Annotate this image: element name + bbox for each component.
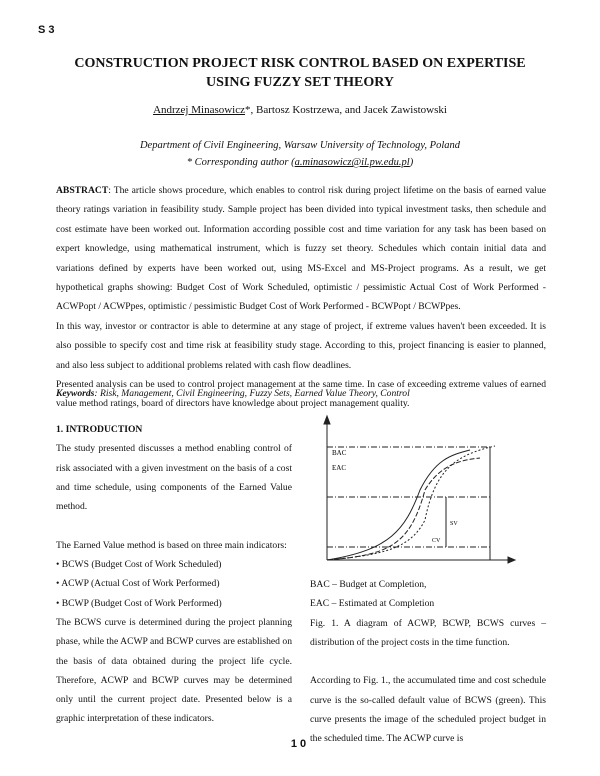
paper-title: CONSTRUCTION PROJECT RISK CONTROL BASED ON EXPERTISE USING FUZZY SET THEORY [74,56,526,90]
indicator-item: • ACWP (Actual Cost of Work Performed) [56,578,220,590]
email-link[interactable]: a.minasowicz@il.pw.edu.pl [294,157,410,168]
paren: ) [409,157,414,168]
affiliation: Department of Civil Engineering, Warsaw University of Technology, Poland [139,140,461,151]
keywords [56,388,546,399]
left-column [56,420,292,729]
bac-label: BAC [332,449,347,457]
eac-label: EAC [332,464,346,472]
intro-p2: The Earned Value method is based on three main indicators: [56,539,287,551]
abstract-text: : The article shows procedure, which enables to control risk during project lifetime on the basis of earned value theory ratings variation in feasibility study. Sample project has been divided into typical investment tasks, then schedule and cost estimate have been worked out. Information according possible cost and time variation for any task has been based on expert knowledge, using mathematical instrument, which is fuzzy set theory. Schedules which contain initial data and variations defined by experts have been worked out, using MS-Excel and MS-Project programs. As a result, we get hypothetical graphs showing: Budget Cost of Work Scheduled, optimistic / pessimistic Actual Cost of Work Performed - ACWPopt / ACWPpes, optimistic / pessimistic Budget Cost of Work Performed - BCWPopt / BCWPpes. [56,185,546,313]
eac-definition: EAC – Estimated at Completion [310,598,435,610]
intro-p3: The BCWS curve is determined during the project planning phase, while the ACWP and BCWP curves are established on the basis of data obtained during the project life cycle. Therefore, ACWP and BCWP curves may be determined only until the current project date. Presented below is a graphic interpretation of these indicators. [56,616,292,725]
page-number: 10 [290,738,310,750]
bcws-curve [327,450,470,560]
bcwp-curve [327,458,480,560]
authors [0,104,600,116]
abstract-p3: Presented analysis can be used to control project management at the same time. In case of exceeding extreme values of earned value method ratings, board of directors have knowledge about project management quality. [56,379,546,410]
indicator-item: • BCWS (Budget Cost of Work Scheduled) [56,559,222,571]
author-link[interactable]: Andrzej Minasowicz [153,104,246,116]
indicator-item: • BCWP (Budget Cost of Work Performed) [56,597,222,609]
figure-caption: Fig. 1. A diagram of ACWP, BCWP, BCWS curves – distribution of the project costs in the time function. [310,617,546,648]
sv-label: SV [450,521,458,527]
keywords-text: : Risk, Management, Civil Engineering, Fuzzy Sets, Earned Value Theory, Control [94,388,410,399]
section-heading: 1. INTRODUCTION [56,424,143,435]
earned-value-diagram [310,410,550,580]
section-label: S 3 [38,24,55,36]
cv-label: CV [432,538,441,544]
abstract-label: ABSTRACT [56,185,109,196]
abstract-p2: In this way, investor or contractor is able to determine at any stage of project, if extreme values haven't been exceeded. It is also possible to specify cost and time risk at feasibility study stage. According to this, project financing is easier to planned, and also less subject to additional problems related with cash flow deadlines. [56,320,546,371]
keywords-label: Keywords [56,388,95,399]
affiliation-block [0,137,600,171]
y-axis-arrow [324,416,330,424]
acwp-curve [327,446,495,560]
intro-p1: The study presented discusses a method enabling control of risk associated with a given investment on the basis of a cost and time schedule, using components of the Earned Value method. [56,443,292,513]
corresponding-label: * Corresponding author ( [186,157,295,168]
right-p1: According to Fig. 1., the accumulated time and cost schedule curve is the so-called default value of BCWS (green). This curve presents the image of the scheduled project budget in the scheduled time. The ACWP curve is [310,675,546,745]
abstract [56,181,546,414]
authors-rest: *, Bartosz Kostrzewa, and Jacek Zawistowski [245,104,447,116]
corresponding-author [0,154,600,171]
abstract-p1 [56,181,546,317]
right-column [310,575,546,749]
x-axis-arrow [508,557,515,563]
bac-definition: BAC – Budget at Completion, [310,579,427,590]
